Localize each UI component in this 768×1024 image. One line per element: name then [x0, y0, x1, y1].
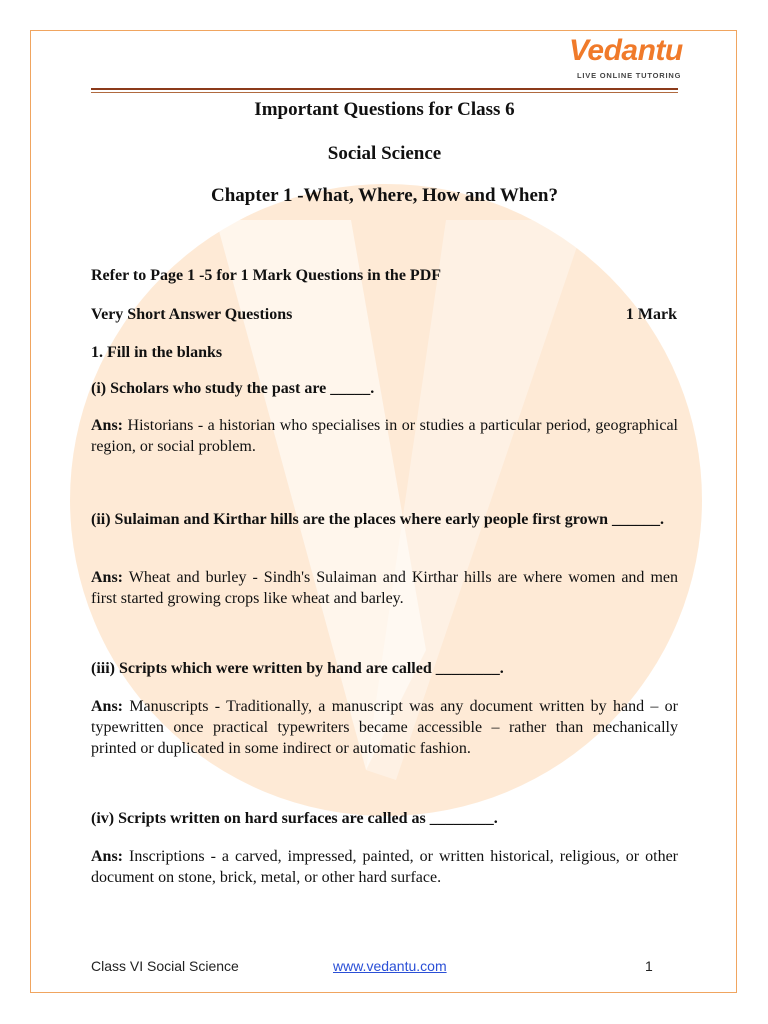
answer-4 — [91, 846, 678, 888]
answer-label: Ans: — [91, 848, 124, 865]
header-rule — [91, 88, 678, 90]
answer-1 — [91, 415, 678, 457]
section-marks: 1 Mark — [625, 306, 677, 323]
footer-website-link[interactable]: www.vedantu.com — [333, 958, 447, 974]
section-label: Very Short Answer Questions — [91, 306, 293, 323]
question-group-heading: 1. Fill in the blanks — [91, 344, 223, 361]
logo-tagline: LIVE ONLINE TUTORING — [577, 71, 682, 80]
subject-title: Social Science — [327, 143, 442, 164]
refer-note: Refer to Page 1 -5 for 1 Mark Questions in the PDF — [91, 267, 442, 284]
answer-2 — [91, 567, 678, 609]
answer-text: Historians - a historian who specialises in or studies a particular period, geographical region, or social problem. — [91, 417, 678, 455]
question-4: (iv) Scripts written on hard surfaces are called as ________. — [91, 810, 498, 827]
answer-label: Ans: — [91, 569, 124, 586]
answer-text: Inscriptions - a carved, impressed, painted, or written historical, religious, or other document on stone, brick, metal, or other hard surface. — [91, 848, 679, 886]
answer-label: Ans: — [91, 417, 124, 434]
chapter-title: Chapter 1 -What, Where, How and When? — [211, 185, 558, 206]
question-2: (ii) Sulaiman and Kirthar hills are the places where early people first grown ______. — [91, 511, 665, 528]
answer-text: Wheat and burley - Sindh's Sulaiman and Kirthar hills are where women and men first started growing crops like wheat and barley. — [91, 569, 678, 607]
footer-class-label: Class VI Social Science — [91, 958, 239, 974]
question-1: (i) Scholars who study the past are _____. — [91, 380, 375, 397]
answer-text: Manuscripts - Traditionally, a manuscript was any document written by hand – or typewritten once practical typewriters became accessible – rather than mechanically printed or duplicated in some indirect or automatic fashion. — [91, 698, 679, 757]
logo-wordmark: Vedantu — [569, 34, 683, 67]
document-title: Important Questions for Class 6 — [254, 99, 515, 120]
vedantu-logo[interactable] — [565, 34, 681, 84]
answer-3 — [91, 696, 678, 759]
page-number: 1 — [645, 958, 653, 974]
question-3: (iii) Scripts which were written by hand are called ________. — [91, 660, 504, 677]
header-rule-thin — [91, 92, 678, 93]
answer-label: Ans: — [91, 698, 124, 715]
